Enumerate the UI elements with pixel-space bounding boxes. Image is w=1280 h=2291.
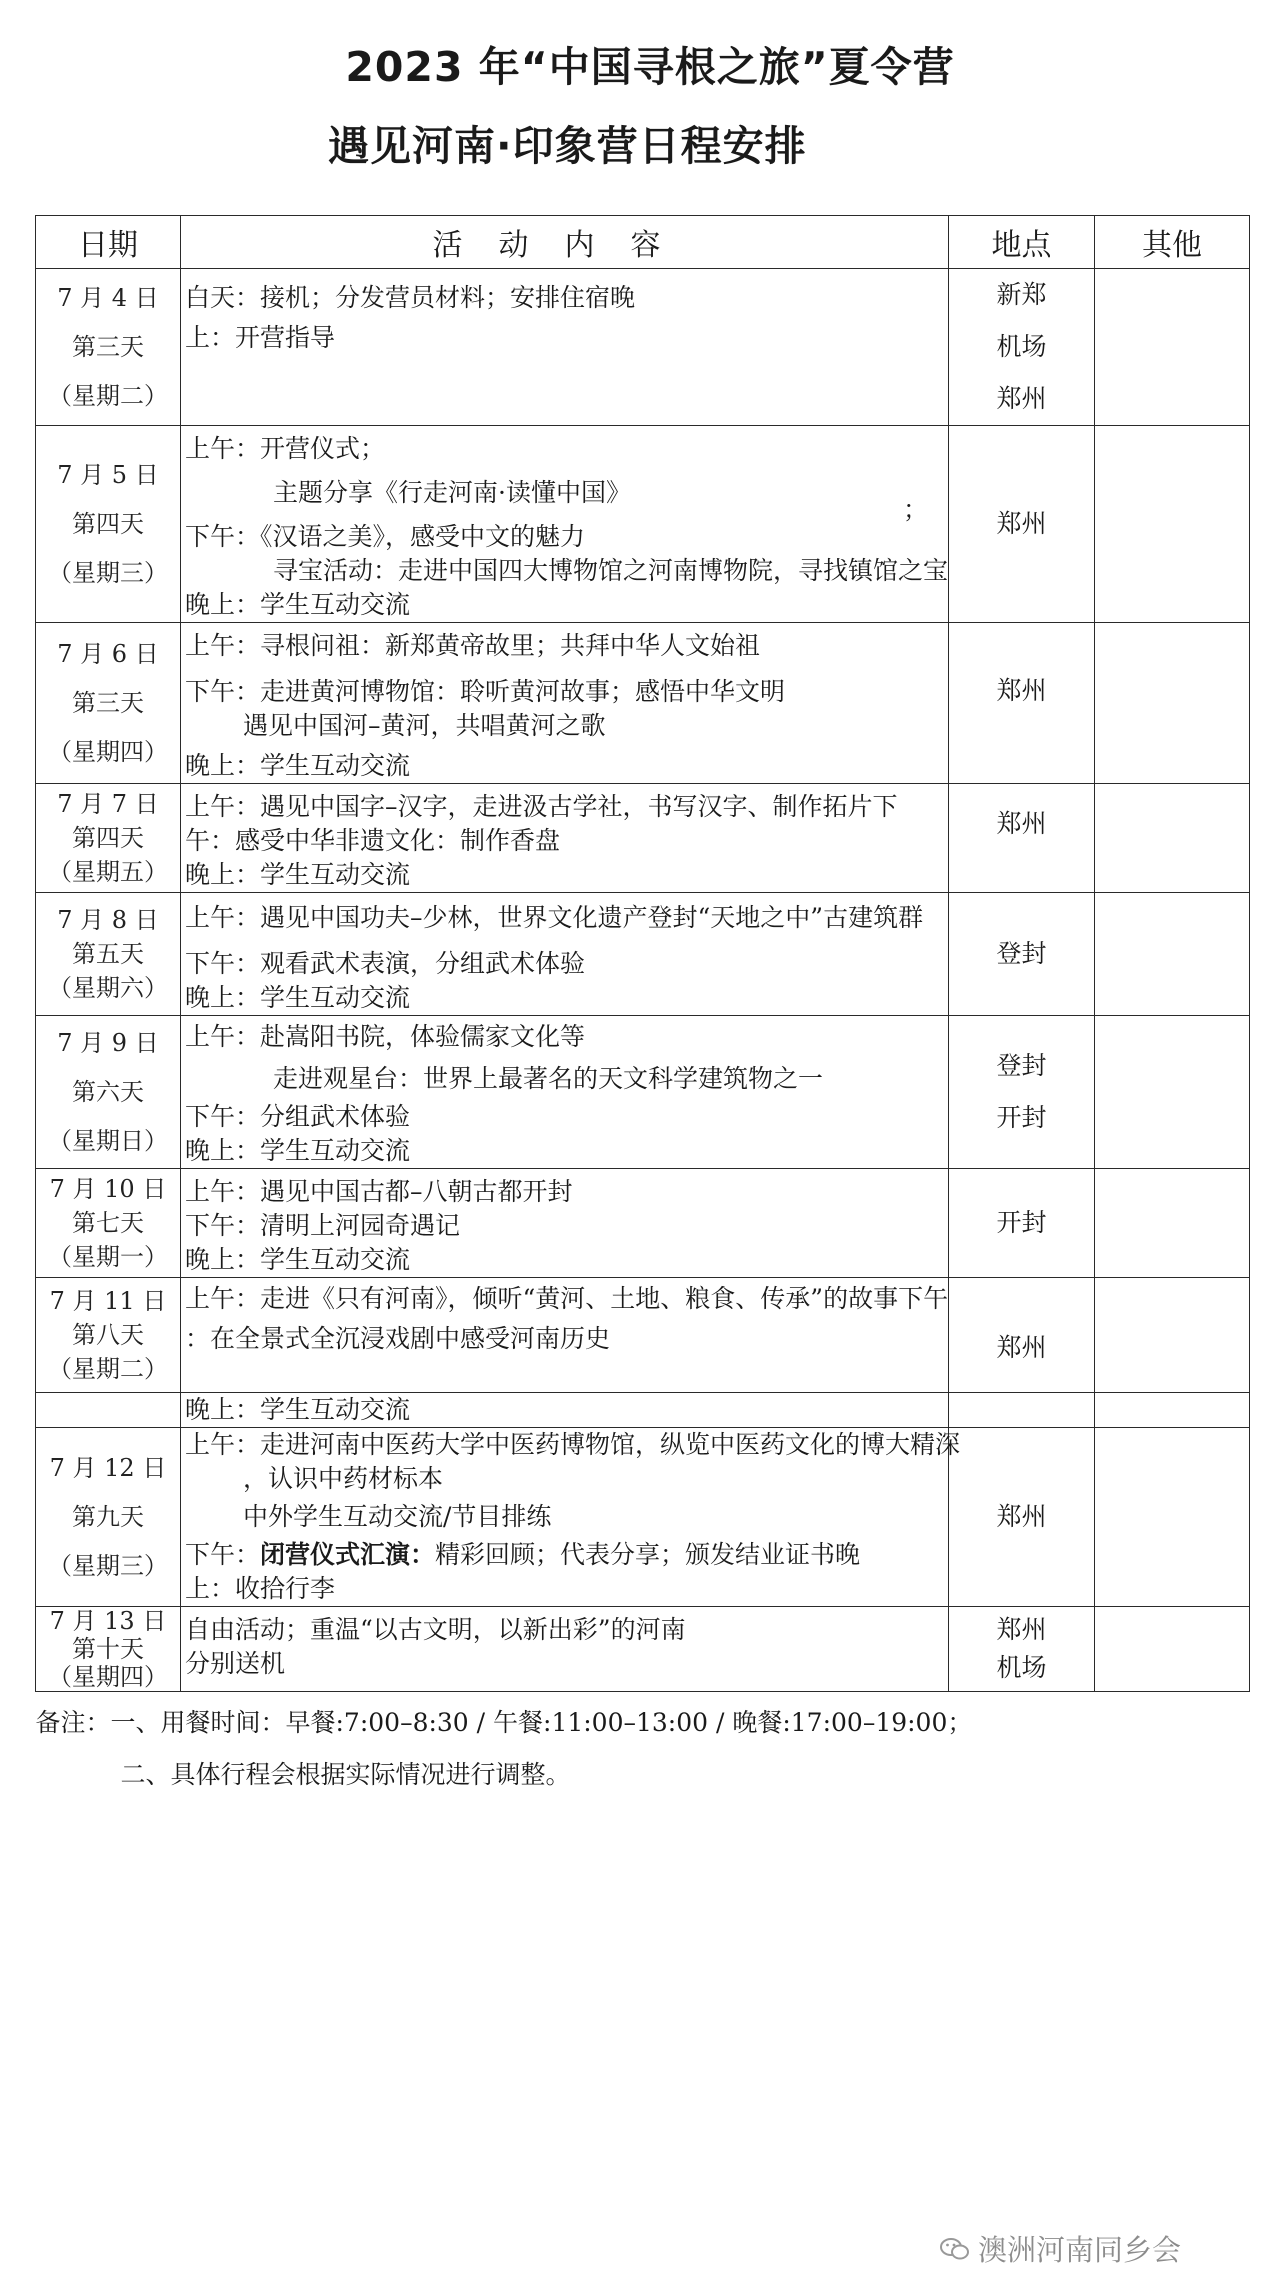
table-row xyxy=(36,784,1250,893)
day-text: 第七天 xyxy=(72,1209,144,1237)
date-text: 7 月 11 日 xyxy=(49,1287,167,1315)
date-cell xyxy=(36,893,181,1016)
place-text: 机场 xyxy=(996,1653,1047,1682)
activity-line: 下午：《汉语之美》，感受中文的魅力 xyxy=(185,522,586,551)
activity-cell xyxy=(181,623,949,784)
date-cell xyxy=(36,1169,181,1278)
header-place-cell xyxy=(949,216,1095,269)
table-row xyxy=(36,1607,1250,1692)
place-text: 登封 xyxy=(996,1051,1047,1080)
other-cell xyxy=(1095,1428,1250,1607)
date-text: 7 月 4 日 xyxy=(57,283,159,312)
place-text: 郑州 xyxy=(996,384,1047,413)
activity-line: 中外学生互动交流/节目排练 xyxy=(243,1502,552,1531)
activity-cell xyxy=(181,426,949,623)
day-text: 第八天 xyxy=(72,1321,144,1349)
place-text: 郑州 xyxy=(996,676,1047,705)
place-text: 开封 xyxy=(996,1103,1047,1132)
place-cell xyxy=(949,1428,1095,1607)
day-text: 第四天 xyxy=(72,509,144,538)
weekday-text: （星期六） xyxy=(48,974,168,1002)
header-place: 地点 xyxy=(991,228,1052,263)
header-activity-label: 活动内容 xyxy=(432,228,697,263)
date-text: 7 月 6 日 xyxy=(57,639,159,668)
activity-line-label: 下午： xyxy=(185,1540,261,1569)
header-other: 其他 xyxy=(1095,216,1250,269)
other-cell xyxy=(1095,1393,1250,1428)
activity-line-bold: 闭营仪式汇演： xyxy=(260,1540,436,1569)
place-cell xyxy=(949,1607,1095,1692)
activity-line: 下午：清明上河园奇遇记 xyxy=(185,1211,461,1240)
date-cell xyxy=(36,1428,181,1607)
watermark xyxy=(940,2228,1181,2269)
place-text: 开封 xyxy=(996,1208,1047,1237)
day-text: 第九天 xyxy=(72,1502,144,1531)
other-cell xyxy=(1095,426,1250,623)
activity-line-rest: 精彩回顾；代表分享；颁发结业证书晚 xyxy=(435,1540,861,1569)
place-cell xyxy=(949,269,1095,426)
activity-line: 晚上：学生互动交流 xyxy=(185,590,411,619)
watermark-text: 澳洲河南同乡会 xyxy=(978,2233,1182,2267)
activity-line: 上午：赴嵩阳书院，体验儒家文化等 xyxy=(185,1022,586,1051)
date-cell xyxy=(36,623,181,784)
table-row xyxy=(36,426,1250,623)
day-text: 第六天 xyxy=(72,1077,144,1106)
weekday-text: （星期四） xyxy=(48,1663,168,1691)
other-cell xyxy=(1095,1169,1250,1278)
weekday-text: （星期二） xyxy=(48,381,168,410)
header-date: 日期 xyxy=(36,216,181,269)
date-cell xyxy=(36,1393,181,1428)
weekday-text: （星期二） xyxy=(48,1355,168,1383)
weekday-text: （星期三） xyxy=(48,1551,168,1580)
day-text: 第十天 xyxy=(72,1635,144,1663)
activity-line xyxy=(185,1538,948,1572)
date-cell xyxy=(36,784,181,893)
weekday-text: （星期四） xyxy=(48,737,168,766)
table-row xyxy=(36,1016,1250,1169)
activity-cell xyxy=(181,1393,949,1428)
activity-line: 上午：开营仪式； xyxy=(185,434,386,463)
weekday-text: （星期一） xyxy=(48,1243,168,1271)
table-header-row xyxy=(36,216,1250,269)
table-row xyxy=(36,269,1250,426)
table-row xyxy=(36,623,1250,784)
table-row xyxy=(36,1278,1250,1393)
activity-cell xyxy=(181,893,949,1016)
activity-line: 寻宝活动：走进中国四大博物馆之河南博物院，寻找镇馆之宝 xyxy=(273,556,949,585)
place-text: 郑州 xyxy=(996,1333,1047,1362)
note-line: 备注：一、用餐时间：早餐:7:00–8:30 / 午餐:11:00–13:00 / 晚餐:17:00–19:00； xyxy=(35,1708,973,1737)
note-line: 二、具体行程会根据实际情况进行调整。 xyxy=(120,1760,571,1789)
place-text: 郑州 xyxy=(996,1615,1047,1644)
notes-row xyxy=(36,1692,1250,1797)
place-text: 郑州 xyxy=(996,809,1047,838)
activity-line: 晚上：学生互动交流 xyxy=(185,860,411,889)
place-cell xyxy=(949,426,1095,623)
other-cell xyxy=(1095,1278,1250,1393)
table-row xyxy=(36,1169,1250,1278)
place-cell xyxy=(949,623,1095,784)
date-text: 7 月 10 日 xyxy=(49,1175,167,1203)
notes-cell xyxy=(36,1692,1250,1797)
date-cell xyxy=(36,426,181,623)
place-text: 新郑 xyxy=(996,280,1047,309)
activity-line: 下午：分组武术体验 xyxy=(185,1102,411,1131)
activity-cell xyxy=(181,1428,961,1607)
activity-line: ：在全景式全沉浸戏剧中感受河南历史 xyxy=(185,1324,611,1353)
place-text: 机场 xyxy=(996,332,1047,361)
activity-line: 上午：遇见中国功夫–少林，世界文化遗产登封“天地之中”古建筑群 xyxy=(185,903,924,932)
activity-cell xyxy=(181,1607,949,1692)
other-cell xyxy=(1095,623,1250,784)
activity-line: 主题分享《行走河南·读懂中国》 xyxy=(273,478,631,507)
place-text: 登封 xyxy=(996,939,1047,968)
activity-cell xyxy=(181,269,949,426)
activity-cell xyxy=(181,1016,949,1169)
other-cell xyxy=(1095,1016,1250,1169)
activity-line: 上午：遇见中国古都–八朝古都开封 xyxy=(185,1177,573,1206)
activity-line: 走进观星台：世界上最著名的天文科学建筑物之一 xyxy=(273,1064,824,1093)
activity-line: 分别送机 xyxy=(185,1649,286,1678)
activity-line: 自由活动；重温“以古文明，以新出彩”的河南 xyxy=(185,1615,686,1644)
wechat-icon xyxy=(940,2237,970,2261)
day-text: 第三天 xyxy=(72,332,144,361)
header-activity xyxy=(181,216,949,269)
page-subtitle: 遇见河南·印象营日程安排 xyxy=(328,122,807,170)
place-cell xyxy=(949,1169,1095,1278)
other-cell xyxy=(1095,1607,1250,1692)
activity-cell xyxy=(181,1169,949,1278)
date-text: 7 月 8 日 xyxy=(57,906,159,934)
activity-line: 上午：走进《只有河南》，倾听“黄河、土地、粮食、传承”的故事下午 xyxy=(185,1284,949,1313)
date-text: 7 月 12 日 xyxy=(49,1453,167,1482)
activity-line: 下午：观看武术表演，分组武术体验 xyxy=(185,949,586,978)
other-cell xyxy=(1095,269,1250,426)
table-row xyxy=(36,1428,1250,1607)
activity-line: 上午：遇见中国字–汉字，走进汲古学社，书写汉字、制作拓片下 xyxy=(185,792,898,821)
schedule-table xyxy=(35,215,1250,1797)
page-title: 2023 年“中国寻根之旅”夏令营 xyxy=(345,43,955,91)
place-cell xyxy=(949,1278,1095,1393)
date-cell xyxy=(36,1016,181,1169)
place-cell xyxy=(949,1393,1095,1428)
activity-line: 遇见中国河–黄河，共唱黄河之歌 xyxy=(243,711,606,740)
activity-line: 晚上：学生互动交流 xyxy=(185,1245,411,1274)
activity-line: ； xyxy=(903,495,929,524)
date-text: 7 月 5 日 xyxy=(57,460,159,489)
place-text: 郑州 xyxy=(996,1502,1047,1531)
day-text: 第五天 xyxy=(72,940,144,968)
other-cell xyxy=(1095,893,1250,1016)
activity-line: 午：感受中华非遗文化：制作香盘 xyxy=(185,826,561,855)
activity-line: 上：收拾行李 xyxy=(185,1574,336,1603)
activity-cell xyxy=(181,1278,949,1393)
table-row xyxy=(36,1393,1250,1428)
date-text: 7 月 9 日 xyxy=(57,1028,159,1057)
other-cell xyxy=(1095,784,1250,893)
place-cell xyxy=(949,1016,1095,1169)
activity-line: 上午：寻根问祖：新郑黄帝故里；共拜中华人文始祖 xyxy=(185,631,761,660)
activity-line: 白天：接机；分发营员材料；安排住宿晚 xyxy=(185,283,636,312)
date-text: 7 月 13 日 xyxy=(49,1607,167,1635)
place-cell xyxy=(949,784,1095,893)
activity-line: 下午：走进黄河博物馆：聆听黄河故事；感悟中华文明 xyxy=(185,677,786,706)
activity-line: 上午：走进河南中医药大学中医药博物馆，纵览中医药文化的博大精深 xyxy=(185,1430,961,1459)
activity-line: 上：开营指导 xyxy=(185,323,336,352)
weekday-text: （星期日） xyxy=(48,1126,168,1155)
activity-line: 晚上：学生互动交流 xyxy=(185,1136,411,1165)
day-text: 第三天 xyxy=(72,688,144,717)
activity-line: 晚上：学生互动交流 xyxy=(185,1395,411,1424)
date-cell xyxy=(36,269,181,426)
weekday-text: （星期三） xyxy=(48,558,168,587)
activity-line: 晚上：学生互动交流 xyxy=(185,751,411,780)
activity-line: 晚上：学生互动交流 xyxy=(185,983,411,1012)
activity-cell xyxy=(181,784,949,893)
weekday-text: （星期五） xyxy=(48,858,168,886)
date-cell xyxy=(36,1278,181,1393)
place-text: 郑州 xyxy=(996,509,1047,538)
table-row xyxy=(36,893,1250,1016)
day-text: 第四天 xyxy=(72,824,144,852)
date-cell xyxy=(36,1607,181,1692)
activity-line: ，认识中药材标本 xyxy=(243,1464,444,1493)
date-text: 7 月 7 日 xyxy=(57,790,159,818)
place-cell xyxy=(949,893,1095,1016)
